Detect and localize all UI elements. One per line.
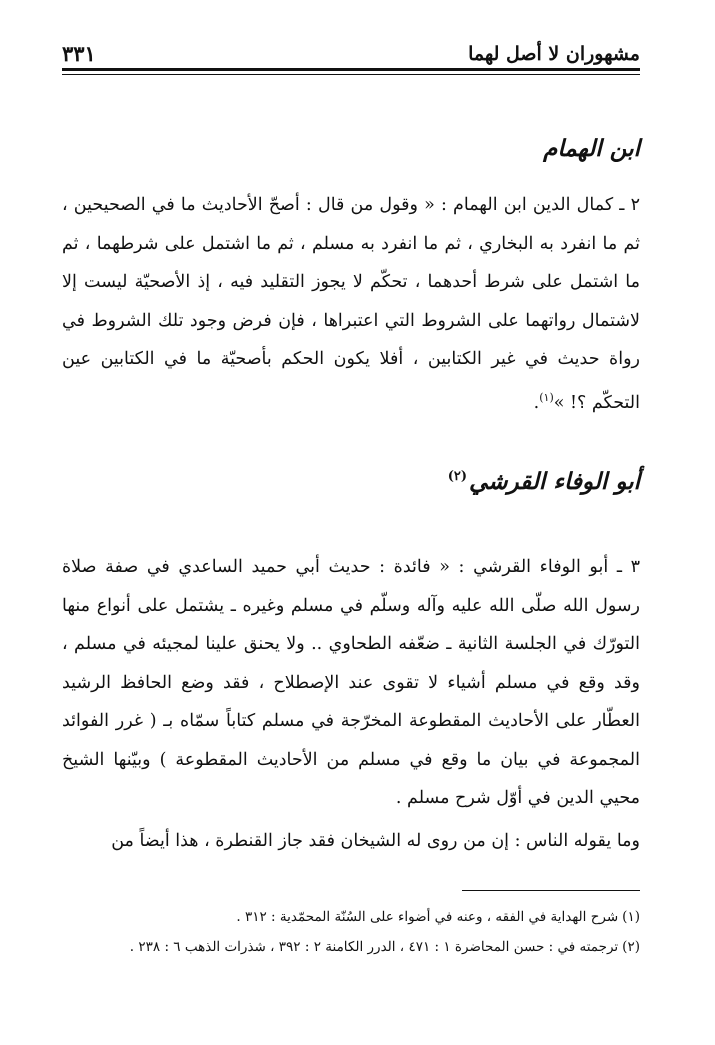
paragraph-continuation [62,822,640,862]
paragraph-ibn-al-humam-quote [62,186,640,418]
section-heading-text: أبو الوفاء القرشي [469,468,640,495]
section-heading-text: ابن الهمام [543,135,640,162]
book-page [62,28,640,1028]
paragraph-trailing-punct: . [533,392,540,413]
section-heading-ibn-al-humam [543,135,640,163]
paragraph-abu-al-wafa-quote [62,548,640,818]
footnote-number: (١) [622,909,640,925]
paragraph-text: ٢ ـ كمال الدين ابن الهمام : « وقول من قال : أصحّ الأحاديث ما في الصحيحين ، ثم ما انفرد به البخاري ، ثم ما انفرد به مسلم ، ثم ما اشتمل على شرطهما ، ثم ما اشتمل على شرط أحدهما ، تحكّم لا يجوز التقليد فيه ، إذ الأصحيّة ليست إلا لاشتمال رواتهما على الشروط التي اعتبراها ، فإن فرض وجود تلك الشروط في رواة حديث في غير الكتابين ، أفلا يكون الحكم بأصحيّة ما في الكتابين عين التحكّم ؟! » [62,195,640,413]
footnote-2 [62,932,640,962]
header-rule-thick [62,68,640,71]
paragraph-text: ٣ ـ أبو الوفاء القرشي : « فائدة : حديث أبي حميد الساعدي في صفة صلاة رسول الله صلّى الله عليه وآله وسلّم في مسلم وغيره ـ يشتمل على أنواع منها التورّك في الجلسة الثانية ـ ضعّفه الطحاوي .. ولا يحنق علينا لمجيئه في مسلم ، وقد وقع في مسلم أشياء لا تقوى عند الإصطلاح ، فقد وضع الحافظ الرشيد العطّار على الأحاديث المقطوعة المخرّجة في مسلم كتاباً سمّاه بـ ( غرر الفوائد المجموعة في بيان ما وقع في مسلم من الأحاديث المقطوعة ) وبيّنها الشيخ محيي الدين في أوّل شرح مسلم . [62,557,640,808]
footnote-1 [62,902,640,932]
footnote-ref-1[interactable]: (١) [539,390,554,404]
header-rule-thin [62,74,640,75]
footnote-separator [462,890,640,891]
footnotes [62,902,640,962]
page-number: ٣٣١ [62,41,96,66]
paragraph-text: وما يقوله الناس : إن من روى له الشيخان فقد جاز القنطرة ، هذا أيضاً من [111,831,640,851]
running-header-title: مشهوران لا أصل لهما [468,43,640,65]
footnote-ref-2[interactable]: (٢) [447,469,468,485]
footnote-text: ترجمته في : حسن المحاضرة ١ : ٤٧١ ، الدرر الكامنة ٢ : ٣٩٢ ، شذرات الذهب ٦ : ٢٣٨ . [129,939,619,955]
footnote-text: شرح الهداية في الفقه ، وعنه في أضواء على السُنّة المحمّدية : ٣١٢ . [236,909,619,925]
running-header [62,28,640,64]
footnote-number: (٢) [622,939,640,955]
section-heading-abu-al-wafa [448,468,640,496]
